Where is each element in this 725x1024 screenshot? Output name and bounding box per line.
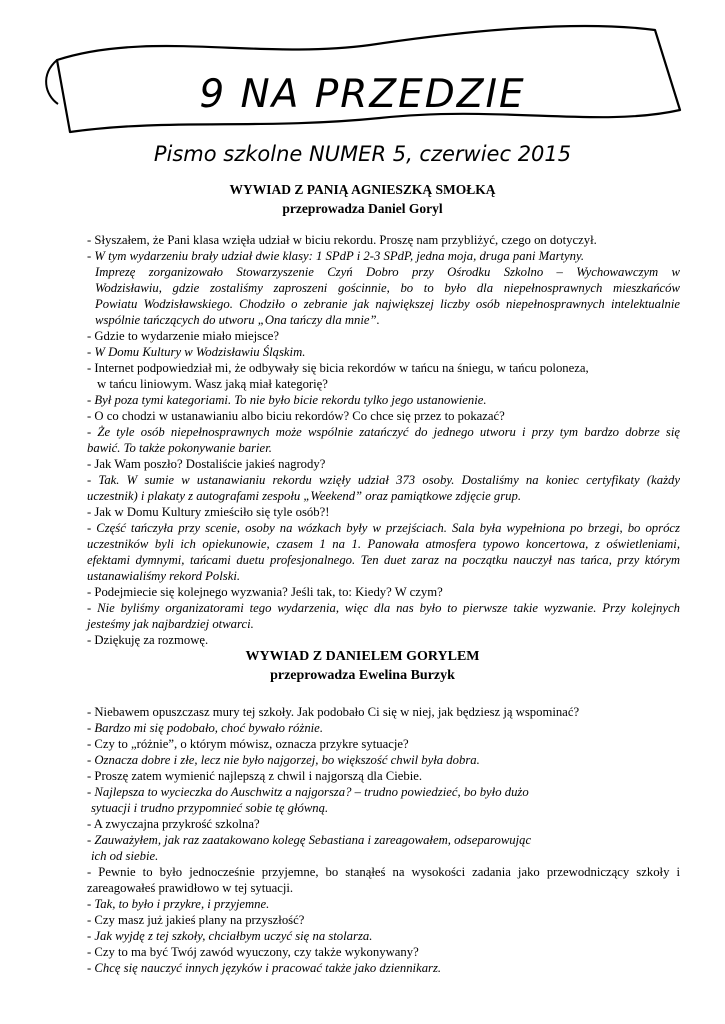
- answer-line: uczestnik) i plakaty z autografami zespołu „Weekend” oraz pamiątkowe zdjęcie grup.: [87, 489, 522, 503]
- question-line: - Pewnie to było jednocześnie przyjemne, bo stanąłeś na wysokości zadania jako przewodniczący szkoły i: [87, 865, 680, 879]
- answer-line: - Był poza tymi kategoriami. To nie było bicie rekordu tylko jego ustanowienie.: [87, 393, 487, 407]
- question-line: - Czy masz już jakieś plany na przyszłość?: [87, 913, 305, 927]
- question-line: - Jak Wam poszło? Dostaliście jakieś nagrody?: [87, 457, 326, 471]
- newspaper-title: 9 NA PRZEDZIE: [199, 72, 526, 117]
- answer-line: - W Domu Kultury w Wodzisławiu Śląskim.: [87, 345, 306, 359]
- answer-line: Imprezę zorganizowało Stowarzyszenie Czyń Dobro przy Ośrodku Szkolno – Wychowawczym w: [95, 265, 680, 279]
- answer-line: - Nie byliśmy organizatorami tego wydarzenia, więc dla nas było to pierwsze takie wyzwanie. Przy kolejnych: [87, 601, 680, 615]
- answer-line: Powiatu Wodzisławskiego. Chodziło o zebranie jak największej liczby osób niepełnosprawnych intelektualnie: [95, 297, 680, 311]
- answer-line: - Tak, to było i przykre, i przyjemne.: [87, 897, 270, 911]
- answer-line: - Że tyle osób niepełnosprawnych może wspólnie zatańczyć do jednego utworu i przy tym bardzo dobrze się: [87, 425, 680, 439]
- answer-line: - Jak wyjdę z tej szkoły, chciałbym uczyć się na stolarza.: [87, 929, 373, 943]
- answer-line: ich od siebie.: [91, 849, 159, 863]
- question-line: - Dziękuję za rozmowę.: [87, 633, 209, 647]
- answer-line: uczestników byli ich opiekunowie, czasem 1 na 1. Panowała atmosfera typowo koncertowa, z oświetleniami,: [87, 537, 680, 551]
- answer-line: Wodzisławiu, gdzie zostaliśmy zaproszeni gościnnie, bo to było dla niepełnosprawnych mieszkańców: [95, 281, 680, 295]
- question-line: - Podejmiecie się kolejnego wyzwania? Jeśli tak, to: Kiedy? W czym?: [87, 585, 443, 599]
- question-line: - Czy to „różnie”, o którym mówisz, oznacza przykre sytuacje?: [87, 737, 409, 751]
- question-line: - Niebawem opuszczasz mury tej szkoły. Jak podobało Ci się w niej, jak będziesz ją wspominać?: [87, 705, 580, 719]
- question-line: - Gdzie to wydarzenie miało miejsce?: [87, 329, 279, 343]
- question-line: - Proszę zatem wymienić najlepszą z chwil i najgorszą dla Ciebie.: [87, 769, 423, 783]
- answer-line: bawić. To także pokonywanie barier.: [87, 441, 272, 455]
- question-line: - O co chodzi w ustanawianiu albo biciu rekordów? Co chce się przez to pokazać?: [87, 409, 505, 423]
- question-line: - Internet podpowiedział mi, że odbywały się bicia rekordów w tańcu na śniegu, w tańcu poloneza,: [87, 361, 589, 375]
- interview-1-header: [0, 180, 725, 218]
- answer-line: - Bardzo mi się podobało, choć bywało różnie.: [87, 721, 323, 735]
- answer-line: wspólnie tańczących do utworu „Ona tańczy dla mnie”.: [95, 313, 380, 327]
- answer-line: efektami dymnymi, tańcami duetu profesjonalnego. Ten duet zaraz na początku nauczył nas tańca, przy którym: [87, 553, 680, 567]
- answer-line: - Najlepsza to wycieczka do Auschwitz a najgorsza? – trudno powiedzieć, bo było dużo: [87, 785, 529, 799]
- question-line: - Słyszałem, że Pani klasa wzięła udział w biciu rekordu. Proszę nam przybliżyć, czego on dotyczył.: [87, 233, 597, 247]
- question-line: w tańcu liniowym. Wasz jaką miał kategorię?: [97, 377, 328, 391]
- question-line: zareagowałeś prawidłowo w tej sytuacji.: [87, 881, 294, 895]
- answer-line: - Część tańczyła przy scenie, osoby na wózkach były w przejściach. Sala była wypełniona po brzegi, bo oprócz: [87, 521, 680, 535]
- interview-1-byline: przeprowadza Daniel Goryl: [282, 201, 443, 216]
- answer-line: - Oznacza dobre i złe, lecz nie było najgorzej, bo większość chwil była dobra.: [87, 753, 480, 767]
- interview-2-byline: przeprowadza Ewelina Burzyk: [270, 668, 455, 683]
- answer-line: ustanawialiśmy rekord Polski.: [87, 569, 241, 583]
- answer-line: - Zauważyłem, jak raz zaatakowano kolegę Sebastiana i zareagowałem, odseparowując: [87, 833, 532, 847]
- answer-line: - Chcę się nauczyć innych języków i pracować także jako dziennikarz.: [87, 961, 442, 975]
- issue-subtitle: Pismo szkolne NUMER 5, czerwiec 2015: [153, 142, 572, 166]
- question-line: - Czy to ma być Twój zawód wyuczony, czy także wykonywany?: [87, 945, 419, 959]
- answer-line: - Tak. W sumie w ustanawianiu rekordu wzięły udział 373 osoby. Dostaliśmy na koniec certyfikaty (każdy: [87, 473, 680, 487]
- question-line: - Jak w Domu Kultury zmieściło się tyle osób?!: [87, 505, 330, 519]
- answer-line: jesteśmy jak najbardziej otwarci.: [87, 617, 254, 631]
- interview-1-title: WYWIAD Z PANIĄ AGNIESZKĄ SMOŁKĄ: [229, 182, 496, 197]
- question-line: - A zwyczajna przykrość szkolna?: [87, 817, 260, 831]
- answer-line: - W tym wydarzeniu brały udział dwie klasy: 1 SPdP i 2-3 SPdP, jedna moja, druga pani Martyny.: [87, 249, 585, 263]
- interview-2-header: [0, 647, 725, 685]
- answer-line: sytuacji i trudno przypomnieć sobie tę główną.: [91, 801, 329, 815]
- interview-2-title: WYWIAD Z DANIELEM GORYLEM: [245, 649, 480, 664]
